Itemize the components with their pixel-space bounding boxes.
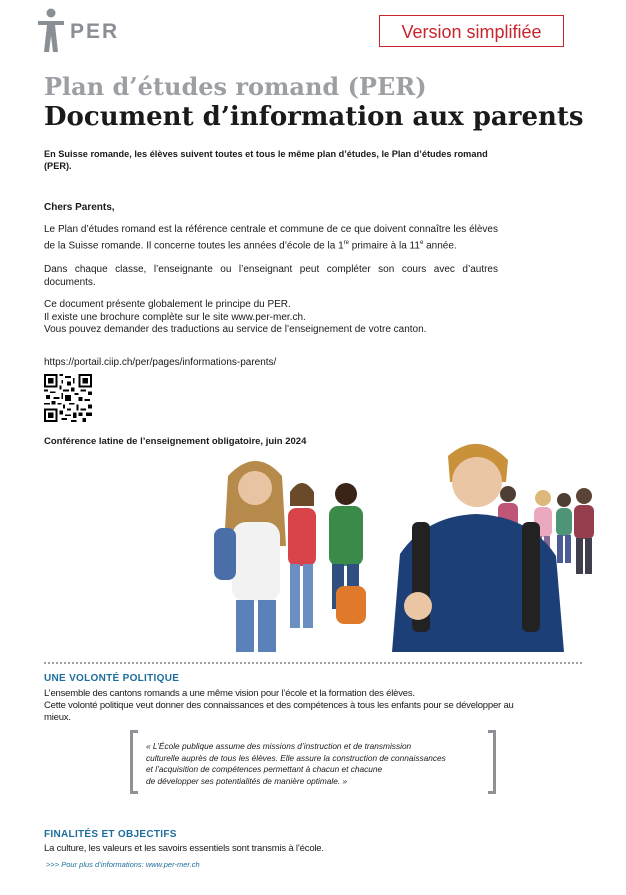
quote-text — [146, 741, 486, 787]
section-heading-politique: UNE VOLONTÉ POLITIQUE — [44, 673, 180, 684]
qr-code-icon — [44, 374, 92, 422]
s1-line-1: L’ensemble des cantons romands a une même vision pour l’école et la formation des élèves. — [44, 688, 415, 699]
greeting: Chers Parents, — [44, 202, 115, 213]
section-heading-finalites: FINALITÉS ET OBJECTIFS — [44, 829, 177, 840]
paragraph-plan — [44, 224, 498, 253]
more-info-link[interactable]: >>> Pour plus d’informations: www.per-mer.ch — [46, 860, 200, 869]
paragraph-class: Dans chaque classe, l’enseignante ou l’enseignant peut compléter son cours avec d’autres documents. — [44, 264, 498, 288]
page-title: Document d’information aux parents — [44, 102, 584, 132]
s1-line-2: Cette volonté politique veut donner des connaissances et des compétences à tous les enfants pour se développer au mieux. — [44, 700, 514, 723]
info-url-link[interactable]: https://portail.ciip.ch/per/pages/informations-parents/ — [44, 357, 277, 368]
p1-text-c: année. — [423, 239, 457, 251]
quote-line-1: « L’École publique assume des missions d’instruction et de transmission — [146, 741, 412, 751]
logo-text: PER — [70, 20, 120, 43]
p1-text-b: primaire à la 11 — [348, 239, 420, 251]
page-subtitle: Plan d’études romand (PER) — [44, 72, 427, 101]
p3-line-2: Il existe une brochure complète sur le site www.per-mer.ch. — [44, 311, 306, 323]
conference-note: Conférence latine de l’enseignement obligatoire, juin 2024 — [44, 436, 307, 447]
p3-line-3: Vous pouvez demander des traductions au service de l’enseignement de votre canton. — [44, 324, 427, 336]
quote-bracket-right — [488, 730, 496, 794]
per-logo-icon — [36, 8, 66, 54]
version-badge: Version simplifiée — [379, 15, 564, 47]
quote-line-3: et l’acquisition de compétences permettant à chacun et chacune — [146, 764, 383, 774]
p3-line-1: Ce document présente globalement le principe du PER. — [44, 299, 291, 310]
quote-bracket-left — [130, 730, 138, 794]
quote-line-4: de développer ses potentialités de manière optimale. » — [146, 775, 348, 786]
p1-sup-1: re — [343, 239, 349, 246]
paragraph-document — [44, 299, 498, 337]
intro-text: En Suisse romande, les élèves suivent toutes et tous le même plan d’études, le Plan d’études romand (PER). — [44, 149, 488, 171]
p1-sup-2: e — [419, 239, 424, 246]
section-divider — [44, 662, 582, 664]
students-photo — [186, 436, 606, 652]
quote-line-2: culturelle auprès de tous les élèves. Elle assure la construction de connaissances — [146, 752, 446, 763]
section-text-finalites: La culture, les valeurs et les savoirs essentiels sont transmis à l’école. — [44, 843, 324, 854]
section-text-politique — [44, 688, 514, 724]
p1-text-a: Le Plan d’études romand est la référence centrale et commune de ce que doivent connaître les élèves de la Suisse romande. Il concerne toutes les années d’école de la 1 — [44, 224, 498, 251]
quote-block — [130, 730, 496, 794]
